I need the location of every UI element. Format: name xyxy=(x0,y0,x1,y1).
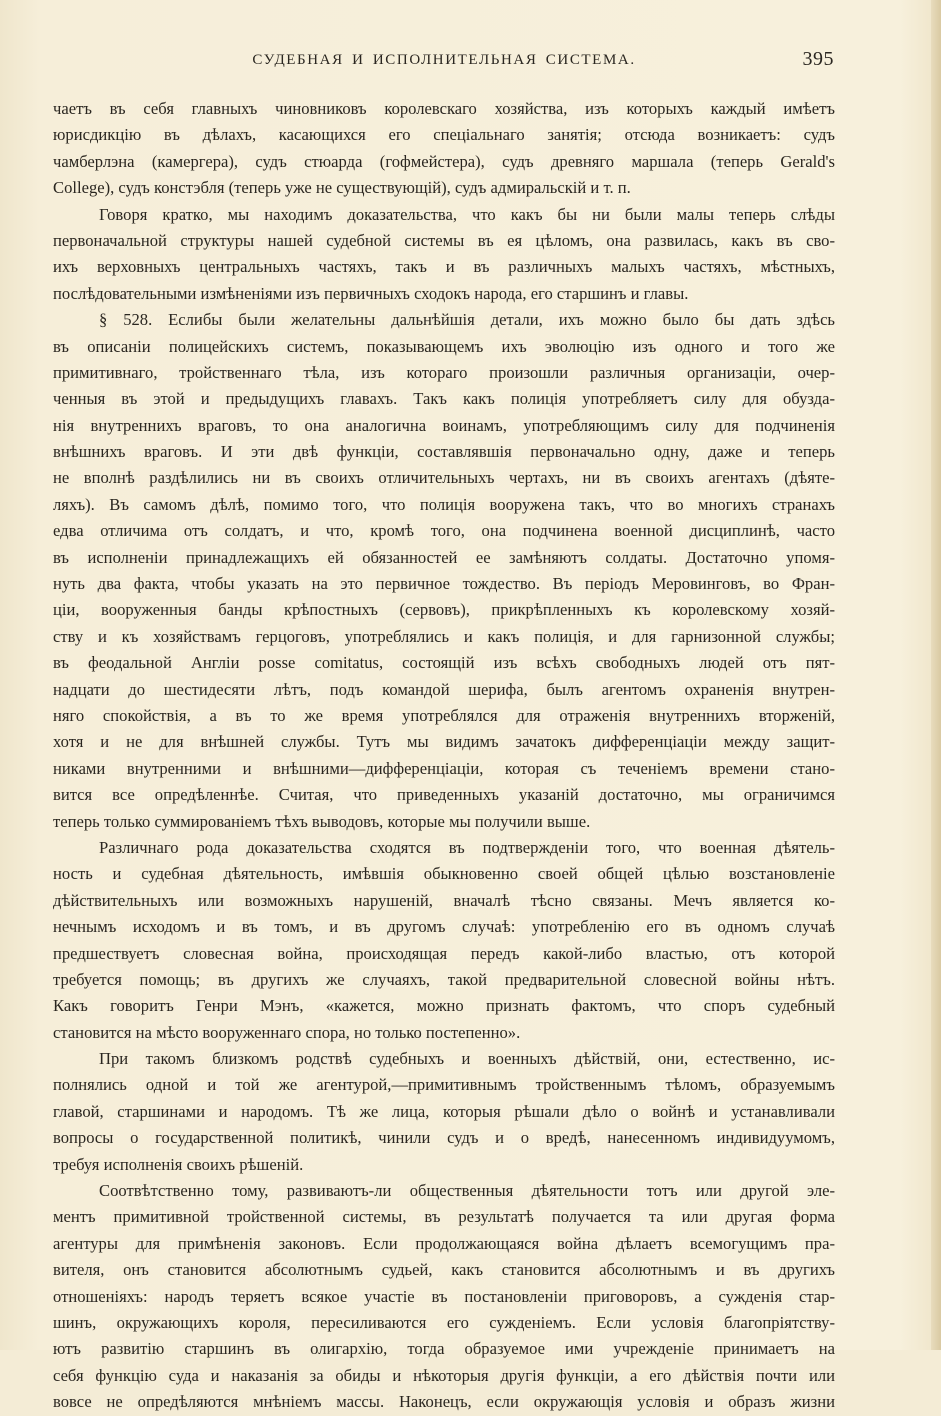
text-line: первоначальной структуры нашей судебной системы въ ея цѣломъ, она развилась, какъ въ сво- xyxy=(53,230,835,250)
text-line: ціи, вооруженныя банды крѣпостныхъ (сервовъ), прикрѣпленныхъ къ королевскому хозяй- xyxy=(53,600,835,620)
text-line: Какъ говоритъ Генри Мэнъ, «кажется, можно признать фактомъ, что споръ судебный xyxy=(53,996,835,1016)
text-line: хотя и не для внѣшней службы. Тутъ мы видимъ зачатокъ дифференціаціи между защит- xyxy=(53,732,835,752)
page-number: 395 xyxy=(802,48,834,70)
text-line: нечнымъ исходомъ и въ томъ, и въ другомъ случаѣ: употребленію его въ одномъ случаѣ xyxy=(53,917,835,937)
text-line: надцати до шестидесяти лѣтъ, подъ командой шерифа, былъ агентомъ охраненія внутрен- xyxy=(53,679,835,699)
text-line: ченныя въ этой и предыдущихъ главахъ. Такъ какъ полиція употребляетъ силу для обузда- xyxy=(53,389,835,409)
text-line: няго спокойствія, а въ то же время употреблялся для отраженія внутреннихъ вторженій, xyxy=(53,705,835,725)
text-line: чамберлэна (камергера), судъ стюарда (гофмейстера), судъ древняго маршала (теперь Gerald's xyxy=(53,151,835,171)
text-line: Говоря кратко, мы находимъ доказательства, что какъ бы ни были малы теперь слѣды xyxy=(99,204,835,224)
text-line: требуя исполненія своихъ рѣшеній. xyxy=(53,1154,304,1174)
text-line: примитивнаго, тройственнаго тѣла, изъ котораго произошли различныя организаціи, очер- xyxy=(53,362,835,382)
text-line: вителя, онъ становится абсолютнымъ судьей, какъ становится абсолютнымъ и въ другихъ xyxy=(53,1260,835,1280)
text-line: требуется помощь; въ другихъ же случаяхъ, такой предварительной словесной войны нѣтъ. xyxy=(53,969,835,989)
text-line: въ исполненіи принадлежащихъ ей обязанностей ее замѣняютъ солдаты. Достаточно упомя- xyxy=(53,547,835,567)
running-title: СУДЕБНАЯ И ИСПОЛНИТЕЛЬНАЯ СИСТЕМА. xyxy=(252,52,636,68)
paragraph xyxy=(53,202,835,308)
text-line: нуть два факта, чтобы указать на это первичное тождество. Въ періодъ Меровинговъ, во Фран- xyxy=(53,574,835,594)
text-line: юрисдикцію въ дѣлахъ, касающихся его спеціальнаго занятія; отсюда возникаетъ: судъ xyxy=(53,125,835,145)
text-line: вится все опредѣленнѣе. Считая, что приведенныхъ указаній достаточно, мы ограничимся xyxy=(53,785,835,805)
text-line: теперь только суммированіемъ тѣхъ выводовъ, которые мы получили выше. xyxy=(53,811,591,831)
body-text xyxy=(53,96,835,1416)
text-line: отношеніяхъ: народъ теряетъ всякое участіе въ постановленіи приговоровъ, а сужденія стар- xyxy=(53,1286,835,1306)
page-edge xyxy=(931,0,941,1350)
text-line: агентуры для примѣненія законовъ. Если продолжающаяся война дѣлаетъ всемогущимъ пра- xyxy=(53,1233,835,1253)
paragraph xyxy=(53,1046,835,1178)
text-line: ность и судебная дѣятельность, имѣвшія обыкновенно своей общей цѣлью возстановленіе xyxy=(53,864,835,884)
text-line: вопросы о государственной политикѣ, чинили судъ и о вредѣ, нанесенномъ индивидуумомъ, xyxy=(53,1128,835,1148)
paragraph xyxy=(53,96,835,202)
text-line: себя функцію суда и наказанія за обиды и нѣкоторыя другія функціи, а его дѣйствія почти или xyxy=(53,1365,835,1385)
text-line: предшествуетъ словесная война, происходящая передъ какой-либо властью, отъ которой xyxy=(53,943,835,963)
running-head xyxy=(54,48,834,74)
text-line: внѣшнихъ враговъ. И эти двѣ функціи, составлявшія первоначально одну, даже и теперь xyxy=(53,442,835,462)
text-line: въ феодальной Англіи posse comitatus, состоящій изъ всѣхъ свободныхъ людей отъ пят- xyxy=(53,653,835,673)
text-line: дѣйствительныхъ или возможныхъ нарушеній, вначалѣ тѣсно связаны. Мечъ является ко- xyxy=(53,890,835,910)
text-line: ихъ верховныхъ центральныхъ частяхъ, такъ и въ различныхъ малыхъ частяхъ, мѣстныхъ, xyxy=(53,257,835,277)
text-line: шинъ, окружающихъ короля, пересиливаются его сужденіемъ. Если условія благопріятству- xyxy=(53,1312,835,1332)
text-line: ментъ примитивной тройственной системы, въ результатѣ получается та или другая форма xyxy=(53,1207,835,1227)
text-line: § 528. Еслибы были желательны дальнѣйшія детали, ихъ можно было бы дать здѣсь xyxy=(99,310,835,330)
text-line: главой, старшинами и народомъ. Тѣ же лица, которыя рѣшали дѣло о войнѣ и устанавливали xyxy=(53,1101,835,1121)
text-line: Соотвѣтственно тому, развиваютъ-ли общественныя дѣятельности тотъ или другой эле- xyxy=(99,1181,835,1201)
text-line: чаетъ въ себя главныхъ чиновниковъ королевскаго хозяйства, изъ которыхъ каждый имѣетъ xyxy=(53,99,835,118)
text-line: полнялись одной и той же агентурой,—примитивнымъ тройственнымъ тѣломъ, образуемымъ xyxy=(53,1075,835,1095)
text-line: никами внутренними и внѣшними—дифференціаціи, которая съ теченіемъ времени стано- xyxy=(53,758,835,778)
text-line: не вполнѣ раздѣлились ни въ своихъ отличительныхъ чертахъ, ни въ своихъ агентахъ (дѣяте- xyxy=(53,468,835,488)
paragraph xyxy=(53,307,835,835)
text-line: College), судъ констэбля (теперь уже не существующій), судъ адмиральскій и т. п. xyxy=(53,178,631,198)
paragraph xyxy=(53,835,835,1046)
text-line: становится на мѣсто вооруженнаго спора, но только постепенно». xyxy=(53,1022,521,1042)
text-line: нія внутреннихъ враговъ, то она аналогична воинамъ, употребляющимъ силу для подчиненія xyxy=(53,415,835,435)
text-line: ляхъ). Въ самомъ дѣлѣ, помимо того, что полиція вооружена такъ, что во многихъ странахъ xyxy=(53,494,835,514)
text-line: въ описаніи полицейскихъ системъ, показывающемъ ихъ эволюцію изъ одного и того же xyxy=(53,336,835,356)
text-line: ютъ развитію старшинъ въ олигархію, тогда образуемое ими учрежденіе принимаетъ на xyxy=(53,1339,835,1359)
text-line: послѣдовательными измѣненіями изъ первичныхъ сходокъ народа, его старшинъ и главы. xyxy=(53,283,689,303)
paragraph xyxy=(53,1178,835,1416)
text-line: вовсе не опредѣляются мнѣніемъ массы. Наконецъ, если окружающія условія и образъ жизни xyxy=(53,1392,835,1412)
text-line: ству и къ хозяйствамъ герцоговъ, употреблялись и какъ полиція, и для гарнизонной службы; xyxy=(53,626,835,646)
text-line: При такомъ близкомъ родствѣ судебныхъ и военныхъ дѣйствій, они, естественно, ис- xyxy=(99,1049,835,1069)
text-line: едва отличима отъ солдатъ, и что, кромѣ того, она подчинена военной дисциплинѣ, часто xyxy=(53,521,835,541)
text-line: Различнаго рода доказательства сходятся въ подтвержденіи того, что военная дѣятель- xyxy=(99,837,835,857)
